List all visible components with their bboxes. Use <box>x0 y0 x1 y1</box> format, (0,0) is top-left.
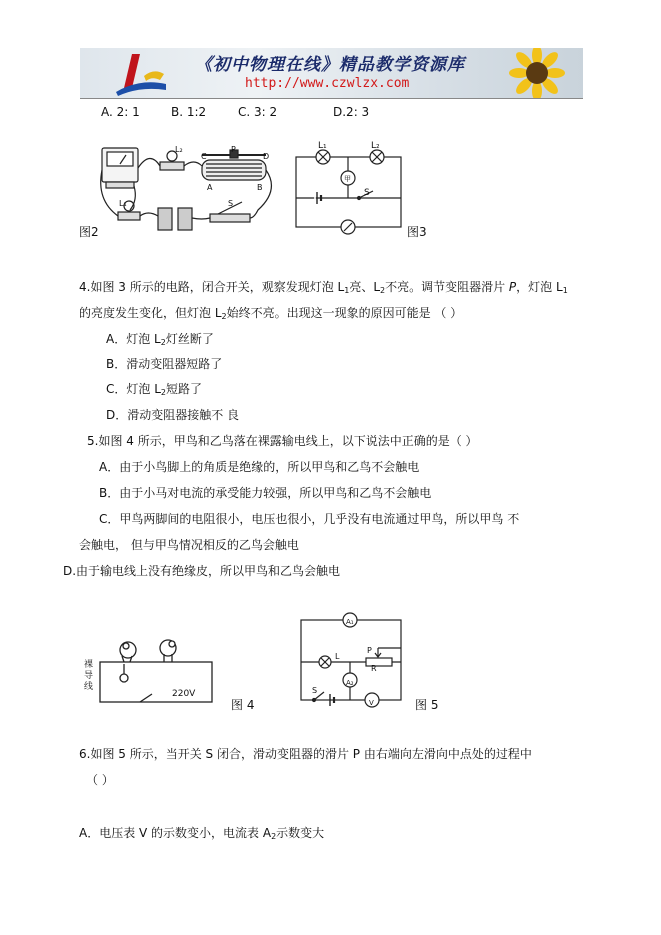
fig5-label-a2: A₂ <box>346 679 354 687</box>
fig2-label-p: P <box>231 145 236 154</box>
fig5-label-p: P <box>367 646 372 655</box>
q4-stem-line2: 的亮度发生变化，但灯泡 $L_2$始终不亮。出现这一现象的原因可能是 （ ） <box>79 306 463 321</box>
fig5-label-a1: A₁ <box>346 618 354 626</box>
fig2-label-d: D <box>263 152 270 161</box>
fig3-label-meter-a: 甲 <box>344 175 351 183</box>
fig2-label-c: C <box>201 152 207 161</box>
q6-option-a: A．电压表 V 的示数变小，电流表 $A_2$示数变大 <box>79 826 325 841</box>
fig5-label-r: R <box>371 664 377 673</box>
q5-stem: 5.如图 4 所示，甲鸟和乙鸟落在裸露输电线上，以下说法中正确的是（ ） <box>87 434 478 448</box>
fig2-label-l2: L₂ <box>175 145 183 154</box>
figure-4-voltage-label: 220V <box>172 689 196 699</box>
banner-url: http://www.czwlzx.com <box>245 76 410 91</box>
q5-option-b: B．由于小马对电流的承受能力较强，所以甲鸟和乙鸟不会触电 <box>99 486 432 500</box>
q6-answer-blank: （ ） <box>86 773 114 787</box>
sunflower-icon <box>492 48 582 98</box>
prev-option-c: C. 3: 2 <box>238 105 278 119</box>
figure-2-caption: 图2 <box>79 225 99 239</box>
figure-4-caption: 图 4 <box>231 698 255 712</box>
logo-icon <box>110 48 170 98</box>
q6-stem: 6.如图 5 所示，当开关 S 闭合，滑动变阻器的滑片 P 由右端向左滑向中点处的过程中 <box>79 747 532 761</box>
q5-option-a: A．由于小鸟脚上的角质是绝缘的，所以甲鸟和乙鸟不会触电 <box>99 460 420 474</box>
fig3-label-l1: L₁ <box>318 141 327 151</box>
q5-option-c-line2: 会触电， 但与甲鸟情况相反的乙鸟会触电 <box>79 538 299 552</box>
prev-option-d: D.2: 3 <box>333 105 370 119</box>
q4-option-a: A．灯泡 $L_2$灯丝断了 <box>106 332 214 347</box>
banner-title: 《初中物理在线》精品教学资源库 <box>195 55 465 75</box>
q5-option-d: D.由于输电线上没有绝缘皮，所以甲鸟和乙鸟会触电 <box>63 564 341 578</box>
prev-option-b: B. 1:2 <box>171 105 207 119</box>
fig5-label-v: V <box>369 699 374 707</box>
fig5-label-l: L <box>335 652 340 661</box>
header-banner <box>80 48 583 99</box>
q4-option-d: D．滑动变阻器接触不 良 <box>106 408 240 422</box>
q4-stem-line1: 4.如图 3 所示的电路，闭合开关，观察发现灯泡 $L_1$亮、$L_2$不亮。调节变阻器滑片 P，灯泡 $L_1$ <box>79 280 568 295</box>
prev-option-a: A. 2: 1 <box>101 105 140 119</box>
q5-option-c-line1: C．甲鸟两脚间的电阻很小，电压也很小，几乎没有电流通过甲鸟，所以甲鸟 不 <box>99 512 520 526</box>
q4-option-c: C．灯泡 $L_2$短路了 <box>106 382 202 397</box>
fig2-label-l1: L₁ <box>119 199 127 208</box>
figure-4-wire-label: 裸导线 <box>84 660 94 692</box>
figure-3-caption: 图3 <box>407 225 427 239</box>
fig5-label-s: S <box>312 686 318 695</box>
figure-3-circuit-diagram <box>293 142 408 232</box>
fig2-label-b: B <box>257 183 263 192</box>
fig2-label-a: A <box>207 183 213 192</box>
q4-option-b: B．滑动变阻器短路了 <box>106 357 223 371</box>
fig2-label-s: S <box>228 199 234 208</box>
figure-5-caption: 图 5 <box>415 698 439 712</box>
fig3-label-s: S <box>364 188 370 198</box>
fig3-label-l2: L₂ <box>371 141 380 151</box>
